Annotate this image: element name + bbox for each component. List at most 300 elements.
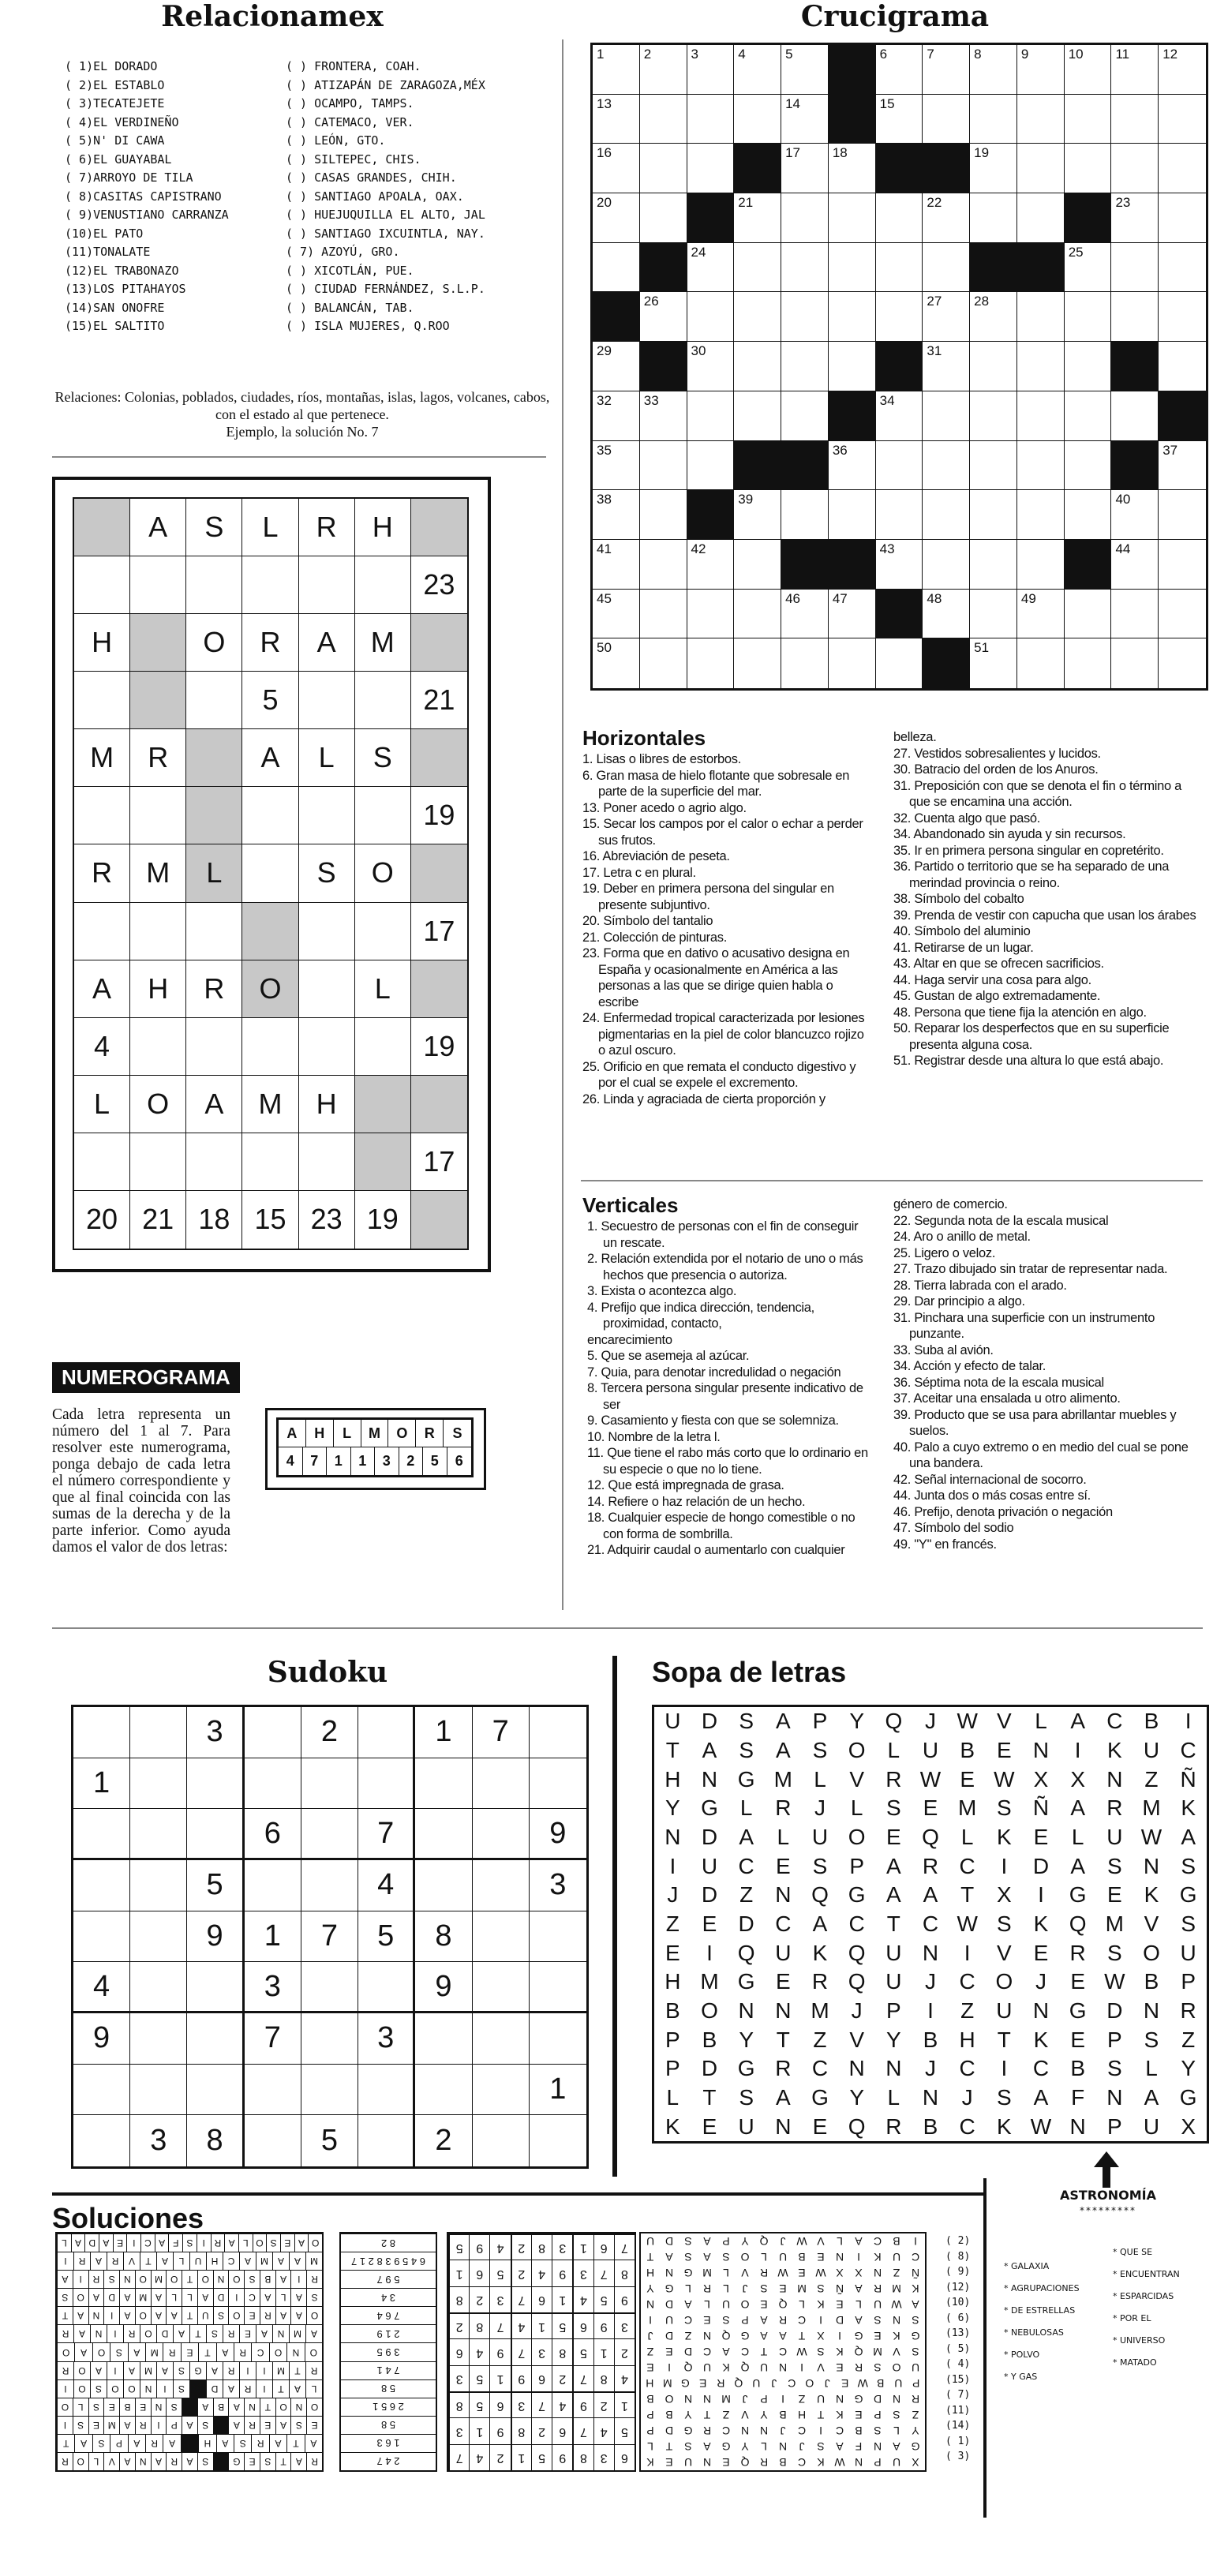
crossword-cell [1111,590,1159,639]
crossword-cell [1159,490,1206,540]
numerograma-cell: A [130,499,186,556]
sopa-theme: ASTRONOMÍA [1060,2188,1156,2203]
solution-sudoku-cell: 7 [448,2444,469,2470]
solution-sudoku-cell: 5 [531,2444,552,2470]
sudoku-cell [358,2115,415,2166]
solution-sopa-letter: A [665,2251,673,2263]
sopa-letter: N [775,1882,792,1908]
crossword-cell [640,490,687,540]
divider [52,2192,983,2196]
solution-crossword-black [189,2379,206,2398]
solution-crossword-letter: S [110,2342,127,2361]
sopa-letter: S [996,2084,1012,2110]
sopa-letter: C [738,1853,754,1878]
solution-crossword-letter: E [260,2416,275,2434]
sudoku-cell: 8 [415,1911,472,1963]
solution-crossword-letter: N [135,2452,151,2470]
solution-sudoku-cell: 9 [511,2365,531,2391]
cell-number: 45 [597,590,612,606]
sopa-letter: N [701,1766,718,1792]
crossword-cell [1017,342,1065,391]
solution-crossword-letter: A [156,2361,173,2379]
solution-sopa-letter: Q [740,2361,750,2374]
sudoku-cell [73,2115,130,2166]
divider [581,1180,1203,1181]
solution-sopa-letter: S [893,2409,900,2421]
sopa-letter: N [1143,1853,1160,1878]
solution-crossword-letter: T [57,2306,73,2324]
solution-sopa-letter: E [874,2330,882,2342]
arrow-up-icon [1094,2151,1119,2188]
crossword-black-cell [923,638,970,688]
solution-sopa-letter: L [761,2251,767,2263]
solution-crossword-letter: E [113,2233,127,2252]
solution-crossword-letter: R [234,2342,251,2361]
crossword-cell [1065,441,1112,491]
solution-crossword-letter: A [155,2233,169,2252]
sopa-letter: A [1181,1824,1196,1849]
sopa-letter: Q [737,1940,755,1965]
relacion-item: ( 8)CASITAS CAPISTRANO [65,189,222,204]
solution-sopa-letter: A [893,2440,900,2453]
crossword-cell [1065,391,1112,441]
solution-sopa-inner [641,2233,925,2470]
numerograma-cell [130,556,186,614]
solution-crossword-letter: T [198,2342,215,2361]
sopa-letter: Q [1069,1911,1087,1936]
numerograma-cell: R [74,844,130,902]
crossword-cell [1159,342,1206,391]
solution-sopa-letter: X [912,2456,919,2469]
solution-numerograma-row: 2 1 9 [341,2324,436,2342]
sopa-letter: K [1106,1737,1122,1762]
clue-item: belleza. [893,730,937,744]
numerograma-shaded-cell [130,614,186,672]
sopa-letter: N [1032,1737,1050,1762]
crossword-cell [593,45,640,95]
key-letter: L [334,1420,361,1447]
sudoku-cell [130,1707,187,1758]
relacion-answer-item: ( ) SANTIAGO IXCUINTLA, NAY. [286,226,485,241]
solution-crossword-letter: C [223,2252,239,2270]
sopa-letter: G [848,1882,866,1908]
solution-sopa-letter: B [665,2409,673,2421]
sudoku-cell [73,1911,130,1963]
solution-sopa-letter: G [665,2282,674,2295]
solution-sopa-letter: C [911,2251,920,2263]
solution-sopa-letter: Q [740,2456,750,2469]
solution-sudoku-cell: 1 [552,2286,572,2312]
solution-sudoku-cell: 4 [469,2444,489,2470]
relacion-answer-item: ( ) SILTEPEC, CHIS. [286,152,421,167]
solution-number: ( 7) [945,2389,971,2401]
sopa-letter: U [1143,2114,1160,2139]
crossword-cell [640,638,687,688]
crossword-cell [970,144,1017,193]
relacion-item: ( 6)EL GUAYABAL [65,152,172,167]
solution-sudoku-cell: 9 [489,2417,510,2443]
sopa-letter: S [739,1737,754,1762]
sopa-letter: U [1180,1940,1196,1965]
sopa-letter: L [850,1795,863,1821]
sopa-letter: L [666,2084,680,2110]
sopa-letter: Ñ [1180,1766,1196,1792]
crossword-cell [970,441,1017,491]
sudoku-cell [530,1707,586,1758]
clue-item: 27. Vestidos sobresalientes y lucidos. [893,746,1101,761]
sopa-letter: E [960,1766,975,1792]
solution-sopa-letter: W [796,2235,807,2248]
solution-sopa-letter: I [914,2235,917,2248]
sudoku-cell: 7 [473,1707,530,1758]
solution-crossword-letter: A [128,2434,145,2452]
solution-numerograma-inner [341,2233,436,2470]
clue-item: 1. Secuestro de personas con el fin de conseguir un rescate. [587,1219,859,1250]
sopa-letter: R [775,2056,792,2081]
solution-sopa-letter: Y [646,2282,654,2295]
sopa-letter: E [775,1969,791,1994]
crossword-cell [876,638,923,688]
numerograma-cell: L [74,1076,130,1133]
clue-item: 43. Altar en que se ofrecen sacrificios. [893,957,1104,971]
solution-sopa-letter: N [892,2314,901,2327]
solution-sopa-letter: S [722,2251,730,2263]
solution-crossword-black [182,2398,197,2416]
solution-crossword-letter: A [197,2398,213,2416]
solution-crossword-letter: N [140,2379,156,2398]
sopa-letter: W [1030,2114,1052,2139]
sopa-letter: C [959,1853,975,1878]
cell-number: 47 [832,590,848,606]
clue-item: 5. Que se asemeja al azúcar. [587,1349,750,1363]
sopa-word: * ENCUENTRAN [1113,2269,1180,2279]
solution-crossword-letter: A [224,2233,238,2252]
sudoku-cell: 9 [187,1911,244,1963]
sopa-letter: I [1074,1737,1081,1762]
solution-numerograma-row: 5 8 [341,2416,436,2434]
relacion-answer-item: ( ) CASAS GRANDES, CHIH. [286,170,457,185]
clue-item: 27. Trazo dibujado sin tratar de representar nada. [893,1262,1168,1276]
solution-sopa-letter: S [684,2251,692,2263]
crossword-cell [1111,95,1159,144]
solution-crossword-letter: A [305,2434,322,2452]
solution-crossword-letter: A [90,2361,107,2379]
solution-sopa-letter: E [817,2251,825,2263]
solution-sudoku-cell: 4 [469,2338,489,2364]
sopa-letter: C [775,1911,792,1936]
solution-crossword-letter: R [145,2434,163,2452]
sopa-letter: A [775,1737,791,1762]
sopa-letter: W [1140,1824,1162,1849]
key-letter: H [306,1420,334,1447]
sopa-letter: W [994,1766,1015,1792]
clue-item: 25. Orificio en que remata el conducto digestivo y por el cual se expele el excremento. [582,1059,856,1090]
solution-sopa-letter: B [779,2409,787,2421]
relacionamex-example: Ejemplo, la solución No. 7 [226,424,379,440]
crossword-cell [593,342,640,391]
key-number: 1 [327,1447,351,1475]
solution-crossword-letter: L [73,2398,88,2416]
sopa-letter: J [924,2056,936,2081]
solution-sopa-letter: V [817,2235,825,2248]
solution-crossword-letter: M [103,2416,119,2434]
solution-sudoku-cell: 2 [593,2391,614,2417]
sopa-letter: R [1180,1998,1196,2023]
sopa-letter: E [885,1824,901,1849]
relacion-answer-item: ( ) OCAMPO, TAMPS. [286,96,414,110]
crossword-cell [593,95,640,144]
solution-sudoku-cell: 3 [511,2391,531,2417]
solution-sopa-letter: K [646,2456,654,2469]
crossword-cell [640,95,687,144]
solution-sopa-letter: S [912,2314,919,2327]
sopa-letter: T [702,2084,717,2110]
crossword-cell [1017,638,1065,688]
solution-sudoku-cell: 3 [489,2286,510,2312]
solution-number: ( 6) [945,2312,971,2324]
solution-sudoku-cell: 4 [614,2365,635,2391]
crossword-cell [876,490,923,540]
solution-sopa-letter: W [777,2267,788,2279]
solution-sudoku-cell: 2 [531,2417,552,2443]
sudoku-cell: 1 [245,1911,301,1963]
sopa-letter: J [924,1969,936,1994]
crossword-cell [781,95,829,144]
solution-crossword-letter: A [166,2306,182,2324]
crossword-cell [1159,193,1206,243]
sopa-letter: F [1071,2084,1085,2110]
solution-sudoku [447,2232,636,2472]
sopa-letter: S [739,2084,754,2110]
sopa-letter: B [923,2114,938,2139]
sopa-letter: I [1185,1709,1192,1734]
numerograma-cell: 19 [411,787,467,844]
sopa-letter: N [1069,2114,1086,2139]
clue-item: 44. Junta dos o más cosas entre sí. [893,1488,1091,1503]
numerograma-badge: NUMEROGRAMA [52,1362,240,1393]
solution-sopa-letter: N [646,2298,655,2311]
numerograma-cell: M [74,729,130,787]
crossword-cell [593,144,640,193]
crossword-cell [593,490,640,540]
numerograma-cell: O [355,844,411,902]
sudoku-cell [473,1758,530,1810]
solution-crossword-letter: N [272,2324,289,2342]
sopa-letter: Z [813,2027,827,2052]
horizontales-title: Horizontales [582,726,706,750]
solution-sudoku-cell: 1 [593,2338,614,2364]
numerograma-cell: 21 [411,672,467,729]
crossword-cell [923,292,970,342]
solution-sopa-letter: S [817,2440,825,2453]
relacion-item: ( 3)TECATEJETE [65,96,165,110]
relacion-item: ( 2)EL ESTABLO [65,77,165,92]
sudoku-cell [358,1962,415,2013]
sopa-letter: L [887,1737,900,1762]
cell-number: 23 [1115,195,1131,211]
sopa-letter: Y [665,1795,680,1821]
numerograma-shaded-cell [411,960,467,1018]
solution-number: ( 1) [945,2435,971,2447]
sudoku-cell: 5 [301,2115,358,2166]
crossword-cell [1017,441,1065,491]
crossword-cell [640,45,687,95]
numerograma-cell [355,672,411,729]
sopa-letter: K [1144,1882,1159,1908]
cell-number: 32 [597,392,612,408]
solution-numerograma-row: 1 6 3 [341,2434,436,2452]
sopa-letter: E [702,2114,717,2139]
sudoku-cell [301,1809,358,1860]
solution-crossword-letter: S [73,2416,88,2434]
clue-item: 24. Enfermedad tropical caracterizada por lesiones pigmentarias en la piel de color blancuzco rojizo o azul oscuro. [582,1011,865,1058]
solution-sudoku-cell: 9 [552,2260,572,2286]
solution-sopa-letter: Q [854,2346,863,2358]
crossword-cell [640,144,687,193]
clue-item: 51. Registrar desde una altura lo que está abajo. [893,1054,1164,1068]
crossword-cell [734,95,781,144]
solution-sopa-letter: C [721,2424,731,2437]
clue-item: 38. Símbolo del cobalto [893,892,1024,906]
solution-crossword-letter: A [291,2452,307,2470]
sopa-letter: N [1143,1998,1160,2023]
solution-crossword-letter: A [88,2288,104,2306]
sudoku-cell: 3 [130,2115,187,2166]
solution-sopa-letter: A [760,2314,768,2327]
relacion-item: (10)EL PATO [65,226,144,241]
numerograma-cell: 18 [186,1191,242,1249]
solution-number: (12) [945,2281,971,2293]
cell-number: 44 [1115,541,1131,556]
numerograma-cell: 23 [299,1191,355,1249]
solution-crossword-letter: A [73,2324,90,2342]
cell-number: 19 [974,145,990,161]
sopa-letter: E [996,1737,1012,1762]
crossword-black-cell [876,590,923,639]
sopa-letter: J [814,1795,826,1821]
solution-crossword-letter: S [306,2288,322,2306]
sopa-letter: L [887,2084,900,2110]
solution-crossword-letter: O [228,2306,244,2324]
crossword-cell [687,441,735,491]
solution-sopa-letter: C [835,2424,844,2437]
solution-sopa-letter: O [740,2251,750,2263]
solution-sopa-letter: E [665,2346,673,2358]
crossword-cell [687,638,735,688]
sopa-letter: B [1144,1969,1159,1994]
solution-crossword-letter: M [145,2342,163,2361]
numerograma-cell [130,787,186,844]
solution-sopa-letter: S [817,2346,825,2358]
cell-number: 26 [643,294,659,309]
crossword-cell [923,95,970,144]
solution-sopa-letter: E [665,2456,673,2469]
relacion-answer-item: ( ) ISLA MUJERES, Q.ROO [286,319,450,333]
sopa-letter: D [701,1882,718,1908]
solution-sopa-letter: E [699,2377,707,2390]
relacion-answer-item: ( ) SANTIAGO APOALA, OAX. [286,189,464,204]
cell-number: 41 [597,541,612,556]
sopa-letter: M [1105,1911,1124,1936]
sopa-letter: A [885,1882,901,1908]
solution-crossword-letter: S [213,2306,229,2324]
solution-number: (15) [945,2373,971,2386]
solution-crossword-letter: A [128,2342,145,2361]
solution-sudoku-cell: 8 [448,2391,469,2417]
solution-crossword-letter: B [213,2398,229,2416]
solution-crossword-letter: A [163,2434,180,2452]
sopa-word: * QUE SE [1113,2247,1153,2257]
sopa-letter: R [885,2114,902,2139]
solution-sudoku-cell: 3 [531,2338,552,2364]
crossword-cell [1111,45,1159,95]
verticales-title: Verticales [582,1193,679,1217]
solution-sudoku-cell: 6 [489,2391,510,2417]
numerograma-shaded-cell [411,499,467,556]
cell-number: 48 [927,590,942,606]
sopa-letter: S [996,1795,1012,1821]
solution-crossword-letter: O [135,2306,151,2324]
solution-sopa-letter: R [873,2282,882,2295]
solution-sopa-letter: Z [646,2346,654,2358]
solution-sudoku-cell: 1 [469,2417,489,2443]
crossword-cell [687,540,735,590]
solution-sudoku-cell: 5 [469,2365,489,2391]
clue-item: 46. Prefijo, denota privación o negación [893,1504,1113,1519]
solution-sudoku-cell: 2 [511,2260,531,2286]
crossword-cell [970,193,1017,243]
crossword-cell [923,243,970,293]
solution-crossword-letter: S [266,2233,280,2252]
solution-sudoku-cell: 5 [572,2338,593,2364]
numerograma-cell: O [130,1076,186,1133]
solution-sopa-letter: N [759,2424,769,2437]
solution-crossword-letter: S [244,2270,260,2288]
solution-sopa-letter: A [779,2330,787,2342]
solution-sopa-letter: U [665,2314,674,2327]
clue-item: 30. Batracio del orden de los Anuros. [893,762,1099,777]
sopa-letter: Z [665,1911,680,1936]
solution-crossword-black [181,2434,198,2452]
solution-sudoku-cell: 1 [511,2444,531,2470]
sopa-letter: W [919,1766,942,1792]
numerograma-cell [74,672,130,729]
solution-crossword-letter: T [272,2379,289,2398]
crossword-cell [970,540,1017,590]
crossword-cell [734,490,781,540]
crossword-cell [923,490,970,540]
solution-sopa-letter: A [836,2440,844,2453]
solution-sopa-letter: I [649,2314,652,2327]
divider [52,1627,1203,1629]
crossword-cell [829,490,876,540]
sopa-letter: G [1069,1882,1087,1908]
solution-sopa-letter: D [665,2424,674,2437]
solution-sopa-letter: B [798,2251,806,2263]
solution-sudoku-cell: 8 [448,2286,469,2312]
solution-sopa-letter: H [646,2377,654,2390]
solution-sopa-letter: O [892,2361,901,2374]
solution-numerograma-row: 3 4 [341,2288,436,2306]
solution-sudoku-cell: 6 [552,2417,572,2443]
solution-crossword-letter: S [260,2452,275,2470]
sudoku-cell [73,2065,130,2116]
sopa-letter: C [959,1969,975,1994]
solution-crossword-letter: E [239,2324,256,2342]
solution-crossword-letter: O [107,2379,123,2398]
solution-sopa-letter: J [742,2393,748,2406]
solution-sudoku-cell: 5 [448,2233,469,2260]
